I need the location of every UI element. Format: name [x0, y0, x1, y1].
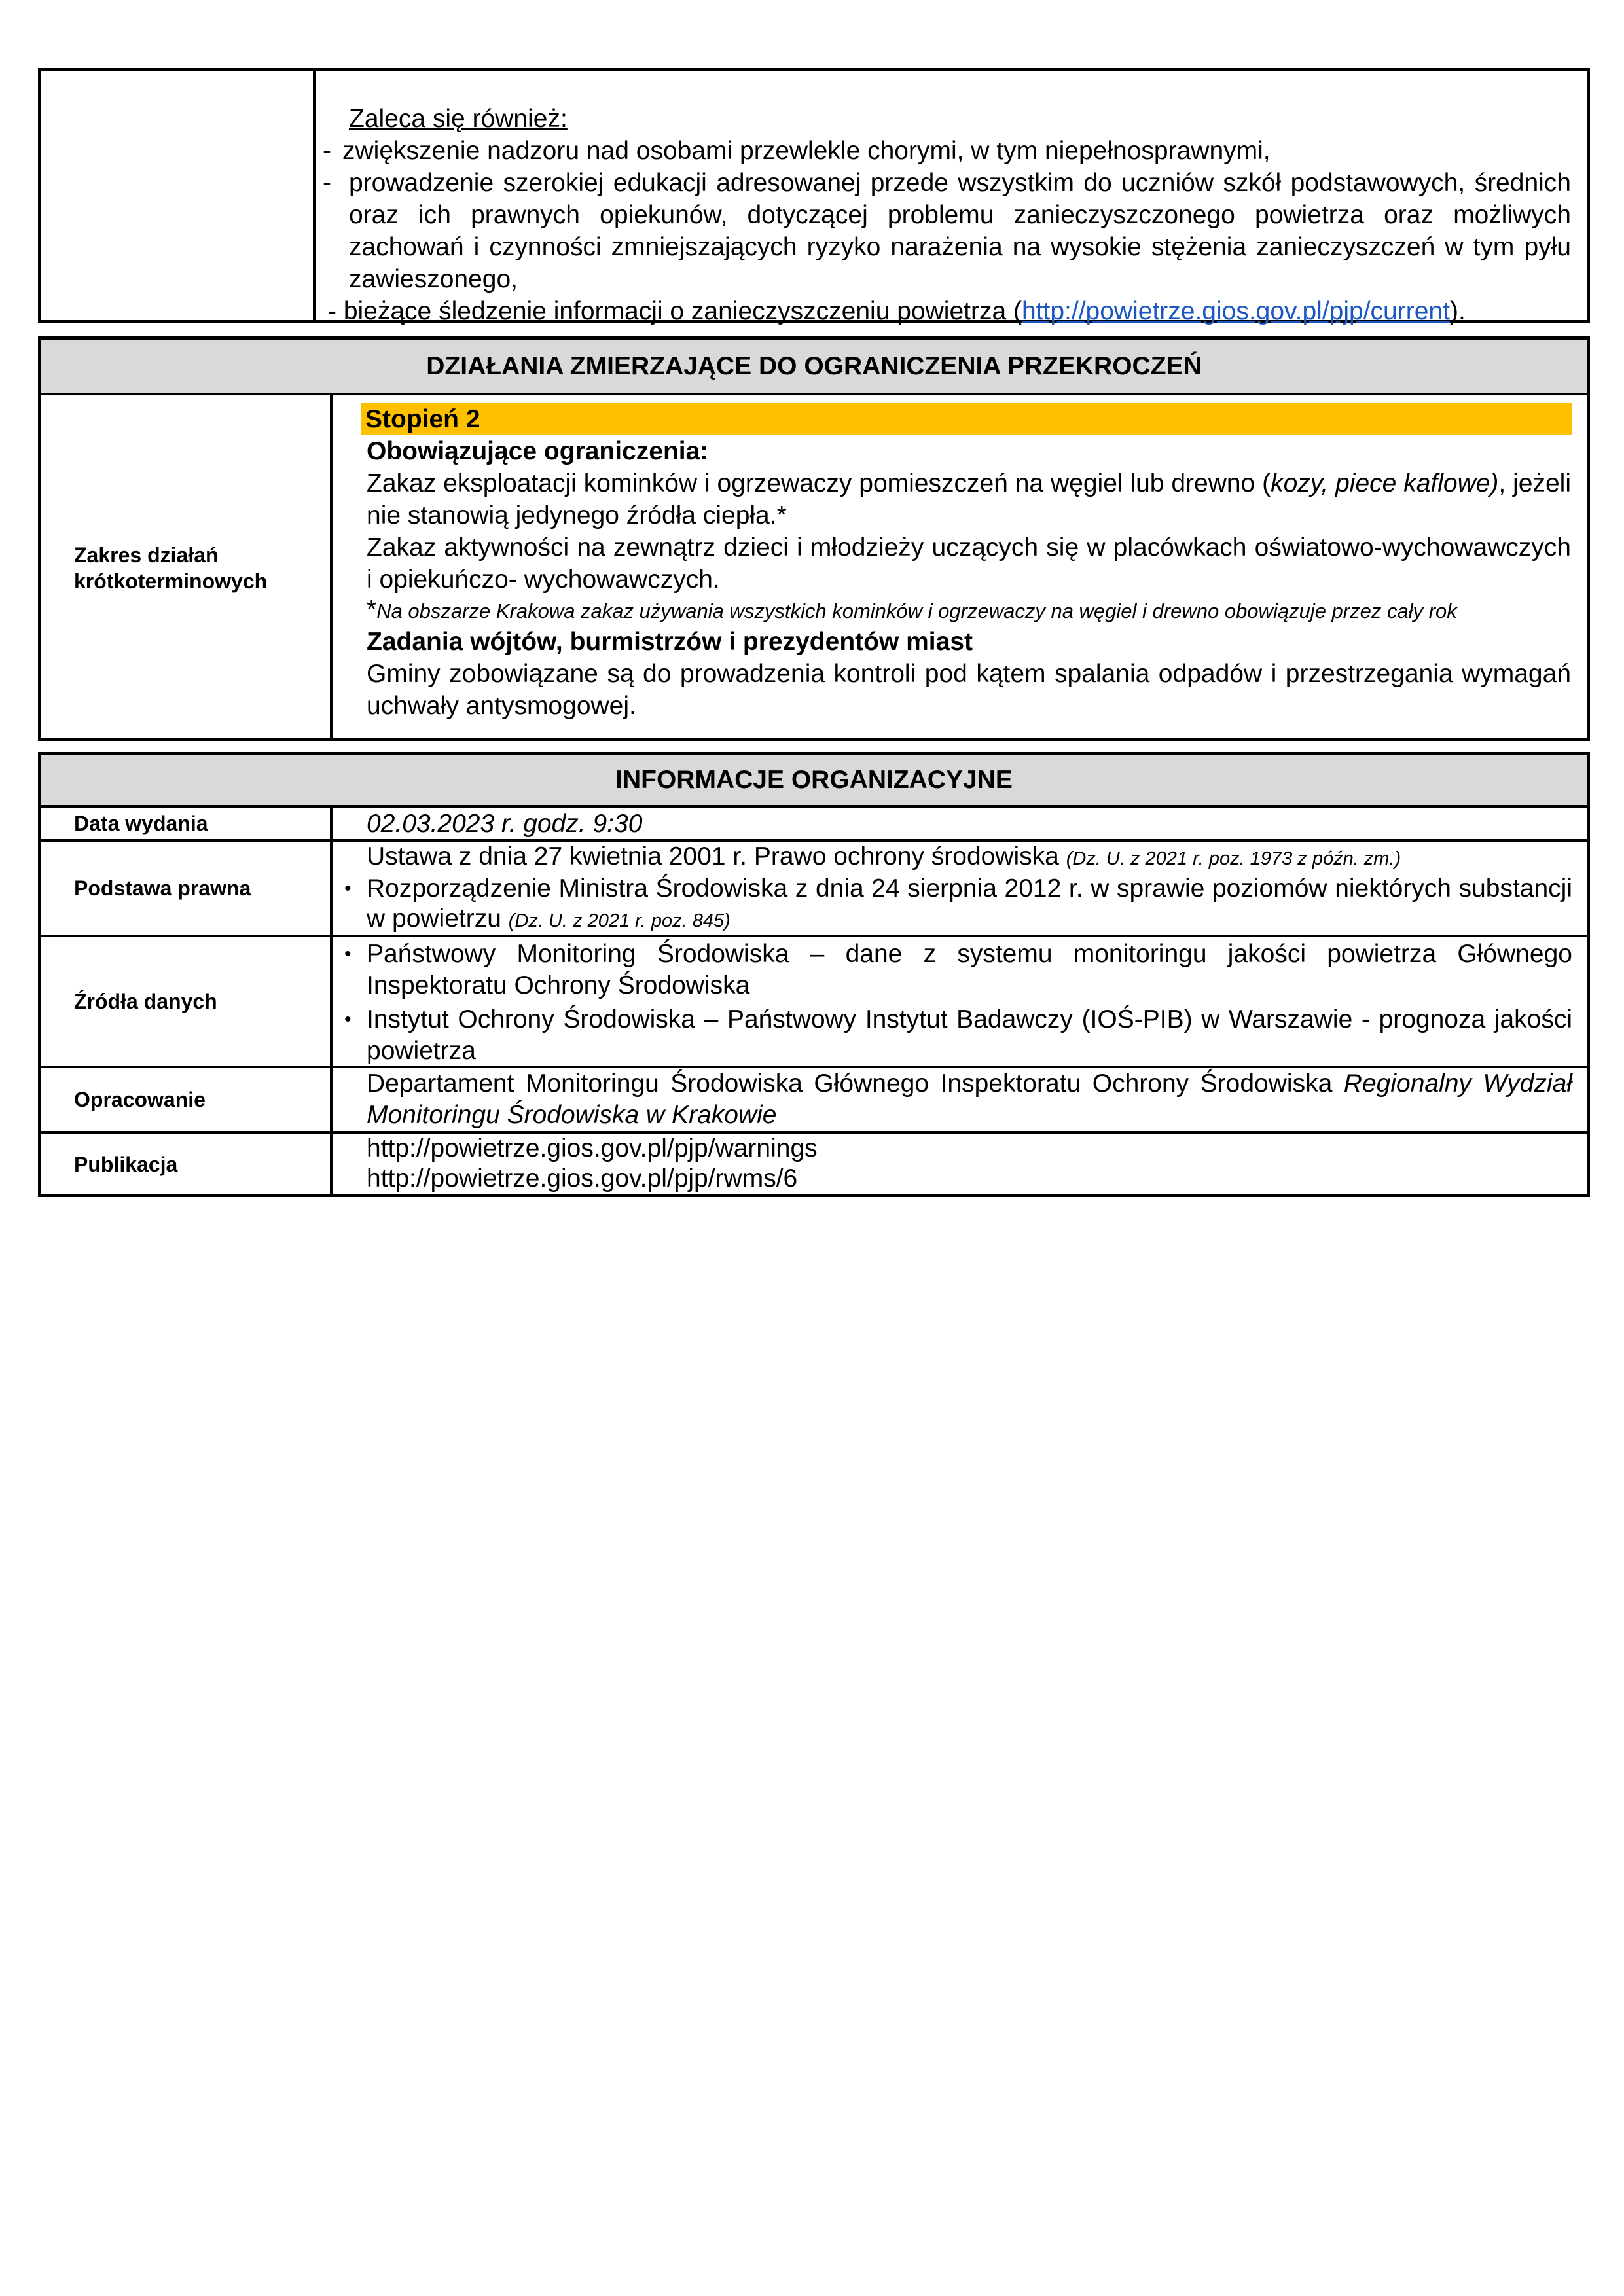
- date-label: Data wydania: [41, 808, 333, 839]
- actions-table: [38, 336, 1590, 741]
- current-data-link[interactable]: http://powietrze.gios.gov.pl/pjp/current: [1021, 297, 1450, 325]
- sources-row: [41, 937, 1587, 1068]
- actions-content: [333, 395, 1587, 741]
- info-table: [38, 752, 1590, 1197]
- legal-item-2: • Rozporządzenie Ministra Środowiska z dnia 24 sierpnia 2012 r. w sprawie poziomów niektórych substancji w powietrzu (Dz. U. z 2021 r. poz. 845): [367, 874, 1572, 936]
- date-value: 02.03.2023 r. godz. 9:30: [367, 810, 643, 838]
- recommend-item-2: - prowadzenie szerokiej edukacji adresowanej przede wszystkim do uczniów szkół podstawowych, średnich oraz ich prawnych opiekunów, dotyczącej problemu zanieczyszczonego powietrza oraz możliwych zachowań i czynności zmniejszających ryzyko narażenia na wysokie stężenia zanieczyszczeń w tym pyłu zawieszonego,: [323, 169, 1571, 293]
- empty-label-cell: [41, 71, 316, 320]
- date-row: [41, 808, 1587, 842]
- sources-content: [333, 937, 1587, 1066]
- prep-label: Opracowanie: [41, 1068, 333, 1131]
- prep-content: Departament Monitoringu Środowiska Głównego Inspektoratu Ochrony Środowiska Regionalny Wydział Monitoringu Środowiska w Krakowie: [367, 1069, 1572, 1129]
- publication-content: [333, 1134, 1587, 1195]
- tasks-title: Zadania wójtów, burmistrzów i prezydentów miast: [367, 628, 973, 656]
- recommend-heading: Zaleca się również:: [349, 105, 568, 133]
- prep-row: [41, 1068, 1587, 1134]
- actions-label: Zakres działań krótkoterminowych: [41, 395, 333, 741]
- source-item-2: • Instytut Ochrony Środowiska – Państwowy Instytut Badawczy (IOŚ-PIB) w Warszawie - prognoza jakości powietrza: [367, 1004, 1572, 1067]
- recommend-item-1: - zwiększenie nadzoru nad osobami przewlekle chorymi, w tym niepełnosprawnymi,: [323, 137, 1271, 165]
- legal-label: Podstawa prawna: [41, 842, 333, 935]
- publication-link-1[interactable]: http://powietrze.gios.gov.pl/pjp/warnings: [367, 1134, 818, 1162]
- restrictions-title: Obowiązujące ograniczenia:: [367, 437, 709, 465]
- recommendations-table: [38, 68, 1590, 323]
- footnote: *Na obszarze Krakowa zakaz używania wszystkich kominków i ogrzewaczy na węgiel i drewno obowiązuje przez cały rok: [367, 596, 1457, 624]
- stage-badge: Stopień 2: [361, 403, 1572, 435]
- sources-label: Źródła danych: [41, 937, 333, 1066]
- recommend-item-3: - bieżące śledzenie informacji o zanieczyszczeniu powietrza (http://powietrze.gios.gov.pl/pjp/current).: [328, 297, 1466, 325]
- tasks-text: Gminy zobowiązane są do prowadzenia kontroli pod kątem spalania odpadów i przestrzegania wymagań uchwały antysmogowej.: [367, 660, 1571, 720]
- actions-header: DZIAŁANIA ZMIERZAJĄCE DO OGRANICZENIA PRZEKROCZEŃ: [41, 340, 1587, 395]
- legal-item-1: Ustawa z dnia 27 kwietnia 2001 r. Prawo ochrony środowiska (Dz. U. z 2021 r. poz. 1973 z późn. zm.): [367, 842, 1401, 870]
- source-item-1: • Państwowy Monitoring Środowiska – dane z systemu monitoringu jakości powietrza Głównego Inspektoratu Ochrony Środowiska: [367, 939, 1572, 1001]
- legal-row: [41, 842, 1587, 937]
- legal-content: [333, 842, 1587, 935]
- info-header: INFORMACJE ORGANIZACYJNE: [41, 755, 1587, 808]
- publication-row: [41, 1134, 1587, 1195]
- publication-link-2[interactable]: http://powietrze.gios.gov.pl/pjp/rwms/6: [367, 1164, 798, 1193]
- restriction-2: Zakaz aktywności na zewnątrz dzieci i młodzieży uczących się w placówkach oświatowo-wychowawczych i opiekuńczo- wychowawczych.: [367, 533, 1571, 594]
- publication-label: Publikacja: [41, 1134, 333, 1195]
- restriction-1: Zakaz eksploatacji kominków i ogrzewaczy pomieszczeń na węgiel lub drewno (kozy, piece kaflowe), jeżeli nie stanowią jedynego źródła ciepła.*: [367, 469, 1571, 529]
- recommendations-cell: [316, 71, 1587, 325]
